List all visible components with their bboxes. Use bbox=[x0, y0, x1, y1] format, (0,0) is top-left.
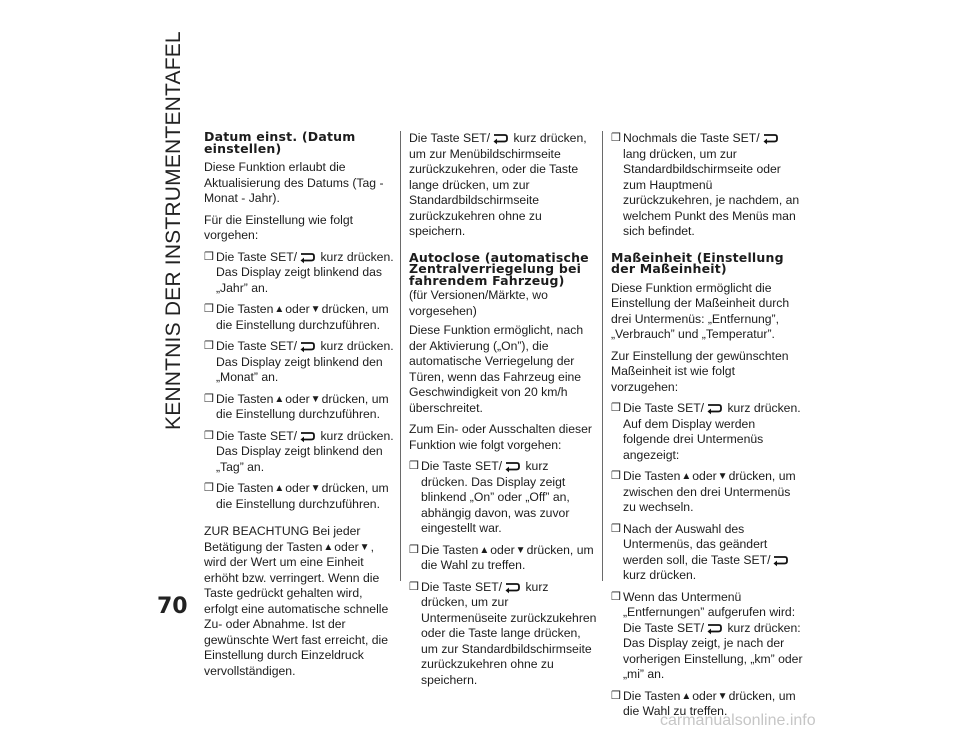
set-button-icon bbox=[761, 133, 779, 145]
paragraph-lead: Zur Einstellung der gewünschten Maßeinheit ist wie folgt vorzugehen: bbox=[611, 348, 789, 394]
paragraph-lead: Für die Einstellung wie folgt vorgehen: bbox=[204, 212, 354, 242]
checkbox-bullet: ❒ bbox=[204, 340, 214, 352]
checkbox-bullet: ❒ bbox=[204, 303, 214, 315]
list-item: ❒ Die Tasten▲oder▼drücken, um die Einstellung durchzuführen. bbox=[204, 481, 389, 511]
list-item: ❒ Die Taste SET/ kurz drücken. Das Display zeigt blinkend das „Jahr” an. bbox=[204, 249, 394, 295]
up-triangle-icon: ▲ bbox=[274, 483, 285, 494]
column-2 bbox=[409, 131, 597, 694]
up-triangle-icon: ▲ bbox=[681, 690, 692, 702]
down-triangle-icon: ▼ bbox=[717, 690, 728, 702]
set-button-icon bbox=[771, 555, 789, 567]
up-triangle-icon: ▲ bbox=[274, 393, 285, 405]
list-item: ❒ Die Tasten▲oder▼drücken, um die Einstellung durchzuführen. bbox=[204, 391, 389, 421]
set-button-icon bbox=[298, 431, 316, 443]
list-item: ❒ Die Taste SET/ kurz drücken. Auf dem Display werden folgende drei Untermenüs angezeigt: bbox=[611, 401, 801, 462]
set-button-icon bbox=[705, 403, 723, 415]
checkbox-bullet: ❒ bbox=[204, 250, 214, 263]
down-triangle-icon: ▼ bbox=[515, 544, 526, 556]
paragraph-lead: Zum Ein- oder Ausschalten dieser Funktion wie folgt vorgehen: bbox=[409, 422, 592, 452]
checkbox-bullet: ❒ bbox=[611, 689, 621, 702]
up-triangle-icon: ▲ bbox=[479, 544, 490, 556]
list-item: ❒ Wenn das Untermenü „Entfernungen” aufgerufen wird: Die Taste SET/ kurz drücken: Das Display zeigt, je nach der vorherigen Einstellung, „km” oder „mi” an. bbox=[611, 589, 803, 681]
watermark: carmanualsonline.info bbox=[660, 712, 816, 729]
up-triangle-icon: ▲ bbox=[274, 304, 285, 315]
paragraph-return: Die Taste SET/ kurz drücken, um zur Menübildschirmseite zurückzukehren, oder die Taste lange drücken, um zur Standardbildschirmseite zurückzukehren ohne zu speichern. bbox=[409, 131, 587, 238]
list-item: ❒ Die Tasten▲oder▼drücken, um die Einstellung durchzuführen. bbox=[204, 302, 389, 332]
up-triangle-icon: ▲ bbox=[323, 541, 334, 553]
paragraph-intro: Diese Funktion ermöglicht die Einstellung der Maßeinheit durch drei Untermenüs: „Entfernung”, „Verbrauch” und „Temperatur”. bbox=[611, 280, 790, 341]
down-triangle-icon: ▼ bbox=[310, 393, 321, 405]
section-title-vertical: KENNTNIS DER INSTRUMENTENTAFEL bbox=[162, 31, 185, 430]
list-item: ❒ Die Taste SET/ kurz drücken, um zur Untermenüseite zurückzukehren oder die Taste lange drücken, um zur Standardbildschirmseite zurückzukehren ohne zu speichern. bbox=[409, 579, 597, 687]
set-button-icon bbox=[705, 623, 723, 635]
checkbox-bullet: ❒ bbox=[611, 522, 621, 535]
down-triangle-icon: ▼ bbox=[359, 541, 370, 553]
list-item: ❒ Die Taste SET/ kurz drücken. Das Display zeigt blinkend den „Monat” an. bbox=[204, 339, 394, 384]
checkbox-bullet: ❒ bbox=[611, 132, 621, 144]
checkbox-bullet: ❒ bbox=[204, 392, 214, 405]
set-button-icon bbox=[298, 341, 316, 353]
heading-date-setting: Datum einst. (Datum einstellen) bbox=[204, 129, 356, 156]
set-button-icon bbox=[503, 461, 521, 473]
list-item: ❒ Nochmals die Taste SET/ lang drücken, um zur Standardbildschirmseite oder zum Hauptmenü zurückzukehren, je nachdem, an welchem Punkt des Menüs man sich befindet. bbox=[611, 131, 800, 238]
checkbox-bullet: ❒ bbox=[409, 580, 419, 593]
list-item: ❒ Die Taste SET/ kurz drücken. Das Display zeigt blinkend „On” oder „Off” an, abhängig davon, was zuvor eingestellt war. bbox=[409, 459, 570, 535]
page-number: 70 bbox=[157, 594, 188, 619]
list-item: ❒ Die Taste SET/ kurz drücken. Das Display zeigt blinkend den „Tag” an. bbox=[204, 428, 394, 474]
checkbox-bullet: ❒ bbox=[204, 482, 214, 494]
set-button-icon bbox=[503, 582, 521, 594]
list-item: ❒ Die Tasten▲oder▼drücken, um die Wahl zu treffen. bbox=[409, 542, 594, 572]
heading-unit-setting: Maßeinheit (Einstellung der Maßeinheit) bbox=[611, 249, 784, 276]
down-triangle-icon: ▼ bbox=[310, 304, 321, 315]
checkbox-bullet: ❒ bbox=[204, 429, 214, 442]
checkbox-bullet: ❒ bbox=[611, 470, 621, 482]
list-item: ❒ Die Tasten▲oder▼drücken, um die Wahl zu treffen. bbox=[611, 688, 796, 718]
column-3 bbox=[611, 131, 805, 726]
column-1 bbox=[204, 131, 394, 685]
column-divider bbox=[400, 131, 401, 581]
list-item: ❒ Nach der Auswahl des Untermenüs, das geändert werden soll, die Taste SET/ kurz drücken. bbox=[611, 522, 805, 584]
checkbox-bullet: ❒ bbox=[611, 590, 621, 603]
up-triangle-icon: ▲ bbox=[681, 471, 692, 482]
paragraph-note: ZUR BEACHTUNG Bei jeder Betätigung der Tasten▲oder▼, wird der Wert um eine Einheit erhöht bzw. verringert. Wenn die Taste gedrückt gehalten wird, erfolgt eine automatische schnelle Zu- oder Abnahme. Ist der gewünschte Wert fast erreicht, die Einstellung durch Einzeldruck vervollständigen. bbox=[204, 524, 389, 678]
paragraph-intro: Diese Funktion ermöglicht, nach der Aktivierung („On”), die automatische Verriegelung der Türen, wenn das Fahrzeug eine Geschwindigkeit von 20 km/h überschreitet. bbox=[409, 323, 584, 415]
down-triangle-icon: ▼ bbox=[717, 471, 728, 482]
checkbox-bullet: ❒ bbox=[409, 543, 419, 556]
heading-autoclose: Autoclose (automatische Zentralverriegelung bei fahrendem Fahrzeug) bbox=[409, 249, 589, 288]
paragraph-availability: (für Versionen/Märkte, wo vorgesehen) bbox=[409, 288, 548, 318]
column-divider bbox=[602, 131, 603, 581]
checkbox-bullet: ❒ bbox=[409, 460, 419, 472]
set-button-icon bbox=[298, 252, 316, 264]
paragraph-intro: Diese Funktion erlaubt die Aktualisierung des Datums (Tag - Monat - Jahr). bbox=[204, 160, 384, 205]
checkbox-bullet: ❒ bbox=[611, 402, 621, 414]
down-triangle-icon: ▼ bbox=[310, 483, 321, 494]
set-button-icon bbox=[491, 133, 509, 145]
list-item: ❒ Die Tasten▲oder▼drücken, um zwischen den drei Untermenüs zu wechseln. bbox=[611, 469, 796, 514]
